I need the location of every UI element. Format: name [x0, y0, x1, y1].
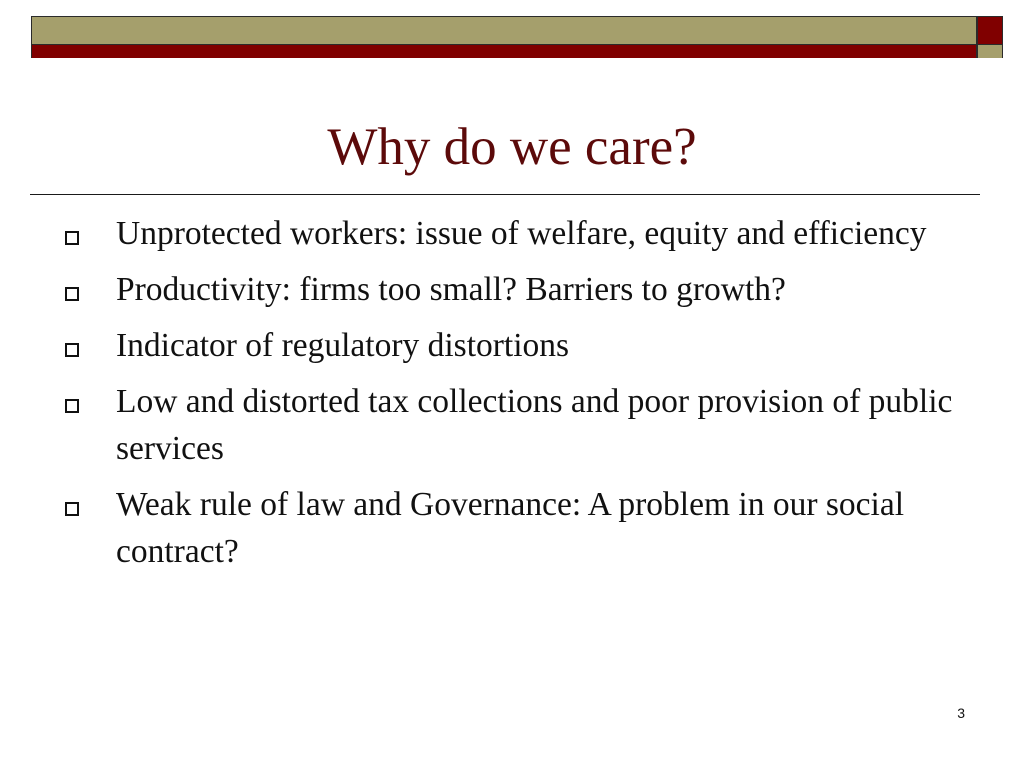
- hollow-square-icon: [65, 287, 79, 301]
- bullet-text: Low and distorted tax collections and poor provision of public services: [116, 383, 953, 467]
- bullet-item: [0, 481, 1024, 575]
- corner-khaki-square: [978, 44, 1002, 58]
- bullet-item: [0, 210, 1024, 257]
- bullet-text: Weak rule of law and Governance: A problem in our social contract?: [116, 486, 905, 570]
- banner-maroon-band: [32, 44, 976, 58]
- hollow-square-icon: [65, 231, 79, 245]
- banner-khaki-band: [32, 17, 976, 44]
- page-number: 3: [957, 705, 965, 721]
- bullet-item: [0, 378, 1024, 472]
- bullet-item: [0, 322, 1024, 369]
- corner-maroon-square: [978, 17, 1002, 44]
- bullet-text: Indicator of regulatory distortions: [116, 327, 570, 364]
- hollow-square-icon: [65, 399, 79, 413]
- hollow-square-icon: [65, 502, 79, 516]
- header-banner: [31, 16, 977, 58]
- title-divider: [30, 194, 980, 195]
- bullet-text: Unprotected workers: issue of welfare, equity and efficiency: [116, 215, 927, 252]
- slide-title: Why do we care?: [327, 118, 697, 176]
- bullet-item: [0, 266, 1024, 313]
- banner-corner-block: [977, 16, 1003, 58]
- bullet-list: [0, 210, 1024, 584]
- bullet-text: Productivity: firms too small? Barriers to growth?: [116, 271, 786, 308]
- hollow-square-icon: [65, 343, 79, 357]
